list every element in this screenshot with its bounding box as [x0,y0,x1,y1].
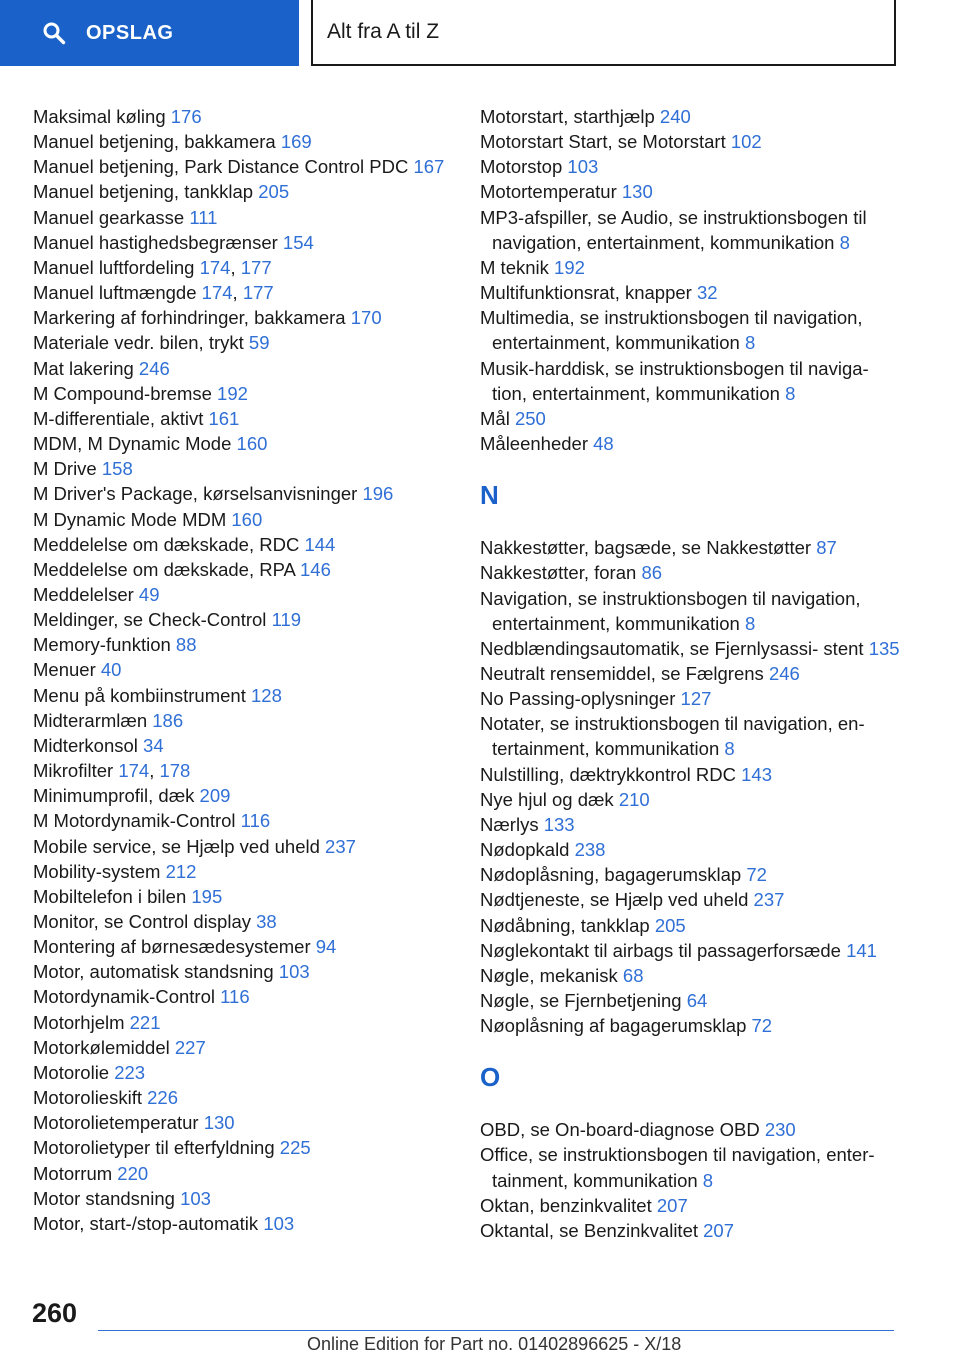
index-entry [480,938,900,963]
index-entry-text: Nødoplåsning, bagagerumsklap [480,864,742,886]
page-reference-link[interactable]: 161 [208,407,240,429]
index-entry [480,129,900,154]
index-entry-text: M Dynamic Mode MDM [33,508,227,530]
index-entry [480,887,900,912]
index-entry-text: Manuel luftfordeling [33,256,195,278]
index-entry-text: Manuel hastighedsbegrænser [33,231,278,253]
index-entry-text: Manuel luftmængde [33,282,197,304]
page-reference-link[interactable]: 177 [242,282,274,304]
page-reference-link[interactable]: 160 [231,508,263,530]
index-entry-text: Mål [480,407,510,429]
index-entry-text: OBD, se On-board-diagnose OBD [480,1119,760,1141]
index-entry-text: Nulstilling, dæktrykkontrol RDC [480,763,736,785]
index-entry-text: Neutralt rensemiddel, se Fælgrens [480,662,764,684]
page-reference-link[interactable]: 195 [191,885,223,907]
page-reference-link[interactable]: 49 [138,583,160,605]
index-entry [33,305,463,330]
index-entry [480,154,900,179]
index-entry-text: Nye hjul og dæk [480,788,614,810]
index-entry [33,179,463,204]
page-reference-link[interactable]: 186 [152,709,184,731]
index-entry-text: Motor standsning [33,1187,175,1209]
page-reference-link[interactable]: 158 [101,458,133,480]
index-entry-text: M Driver's Package, kørselsanvisninger [33,483,358,505]
page-reference-link[interactable]: 178 [159,760,191,782]
index-entry-text: Midterkonsol [33,734,138,756]
index-entry-text: Montering af børnesædesystemer [33,936,311,958]
page-reference-link[interactable]: 174 [201,282,233,304]
index-entry-text: M Drive [33,458,97,480]
index-entry-text: Midterarmlæn [33,709,148,731]
index-entry-text: Markering af forhindringer, bakkamera [33,307,346,329]
index-entry [480,1142,900,1192]
index-entry [480,636,900,661]
index-entry-text: Navigation, se instruktionsbogen til navigation, entertainment, kommunikation [480,587,861,634]
index-entry [33,1110,463,1135]
page-reference-link[interactable]: 103 [567,156,599,178]
page-reference-link[interactable]: 127 [680,688,712,710]
index-column-right [480,104,900,1243]
search-tab[interactable] [0,0,299,66]
page-reference-link[interactable]: 94 [315,936,337,958]
index-entry-text: Motorstop [480,156,563,178]
page-reference-link[interactable]: 40 [100,659,122,681]
index-entry-text: Motorolie [33,1061,110,1083]
footer-edition: Online Edition for Part no. 01402896625 - X/18 [307,1334,682,1354]
index-entry [33,330,463,355]
index-entry [480,812,900,837]
page-reference-link[interactable]: 8 [744,612,756,634]
index-entry [480,280,900,305]
index-entry [33,708,463,733]
index-entry-text: Mikrofilter [33,760,114,782]
page-reference-link[interactable]: 59 [248,332,270,354]
index-entry [33,356,463,381]
index-entry [33,456,463,481]
index-entry [480,1193,900,1218]
index-letter-heading: O [480,1062,501,1093]
page-reference-link[interactable]: 225 [279,1137,311,1159]
page-reference-link[interactable]: 143 [741,763,772,785]
index-entry [33,205,463,230]
page-reference-link[interactable]: 119 [271,609,302,631]
index-entry [33,1211,463,1236]
page-reference-link[interactable]: 246 [768,662,800,684]
page-reference-link[interactable]: 154 [282,231,314,253]
index-entry [33,859,463,884]
page-reference-link[interactable]: 144 [304,533,336,555]
page-reference-link[interactable]: 141 [846,939,877,961]
page-reference-link[interactable]: 174 [199,256,231,278]
index-entry [480,255,900,280]
index-entry [480,535,900,560]
index-entry [33,959,463,984]
index-entry [33,431,463,456]
page-reference-link[interactable]: 246 [138,357,170,379]
section-title-box [311,0,896,66]
index-entry [33,582,463,607]
page-reference-link[interactable]: 226 [147,1087,178,1109]
page-reference-link[interactable]: 68 [622,964,644,986]
page-reference-link[interactable]: 205 [258,181,290,203]
index-entry [33,657,463,682]
index-entry-text: Manuel betjening, Park Distance Control PDC [33,156,409,178]
page-reference-link[interactable]: 103 [278,961,310,983]
footer-divider [98,1330,894,1331]
index-entry-text: Nedblændingsautomatik, se Fjernlysassi‐ stent [480,637,864,659]
page-reference-link[interactable]: 64 [686,990,708,1011]
page-reference-link[interactable]: 8 [785,382,796,404]
index-entry [480,762,900,787]
index-entry [480,1117,900,1142]
page-reference-link[interactable]: 192 [554,256,585,278]
index-entry-text: Motorstart, starthjælp [480,106,655,127]
page-reference-link[interactable]: 116 [240,810,271,832]
index-entry-text: Monitor, se Control display [33,911,251,932]
page-reference-link[interactable]: 209 [199,785,231,807]
page-reference-link[interactable]: 72 [746,864,767,886]
index-entry [480,787,900,812]
index-entry [33,909,463,934]
index-entry-text: Mobiltelefon i bilen [33,885,187,907]
index-entry-text: Memory-funktion [33,634,171,656]
index-entry [480,862,900,887]
search-icon [42,21,66,45]
page-reference-link[interactable]: 146 [300,558,331,580]
index-entry-text: Menuer [33,659,96,681]
page-reference-link[interactable]: 230 [764,1119,796,1141]
page-reference-link[interactable]: 8 [702,1169,714,1191]
index-entry-text: M teknik [480,256,549,278]
index-entry-text: MP3-afspiller, se Audio, se instruktionsbogen til navigation, entertainment, kommunikation [480,206,867,253]
index-entry [480,913,900,938]
index-entry-text: M Compound-bremse [33,382,212,404]
index-entry-text: Nødtjeneste, se Hjælp ved uheld [480,889,749,911]
index-column-left [33,104,463,1236]
index-entry-text: Motor, start-/stop-automatik [33,1212,259,1234]
index-entry-text: Nøgle, se Fjernbetjening [480,990,682,1011]
page-reference-link[interactable]: 205 [654,914,686,936]
index-entry-text: Motorkølemiddel [33,1036,170,1058]
index-entry-text: Oktantal, se Benzinkvalitet [480,1219,698,1241]
index-entry-text: Motorolieskift [33,1087,142,1109]
index-entry-text: Motorhjelm [33,1011,125,1033]
page-reference-link[interactable]: 135 [868,637,900,659]
search-tab-label: OPSLAG [86,21,174,44]
index-entry [33,1161,463,1186]
index-entry [480,205,900,255]
index-entry [480,560,900,585]
index-entry [480,406,900,431]
index-entry [480,356,900,406]
page-reference-link[interactable]: 130 [203,1112,235,1134]
index-entry-text: Materiale vedr. bilen, trykt [33,332,244,354]
index-entry [33,1186,463,1211]
index-entry-text: Måleenheder [480,433,588,455]
index-entry-text: Manuel gearkasse [33,206,185,228]
page-reference-link[interactable]: 223 [114,1061,146,1083]
index-entry: Mikrofilter 174, 178 [33,760,191,782]
page-reference-link[interactable]: 87 [816,537,837,559]
index-entry-text: Mobile service, se Hjælp ved uheld [33,835,320,857]
index-entry [33,632,463,657]
index-entry [480,1218,900,1243]
index-entry [33,783,463,808]
index-entry-text: Motorstart Start, se Motorstart [480,131,726,153]
page-reference-link[interactable]: 174 [118,760,150,782]
page-reference-link[interactable]: 250 [514,407,546,429]
page-reference-link[interactable]: 240 [659,106,691,127]
index-entry [480,1013,900,1038]
index-entry [480,305,900,355]
index-entry-text: Notater, se instruktionsbogen til navigation, en‐ tertainment, kommunikation [480,713,865,760]
index-entry [33,1010,463,1035]
index-entry [480,686,900,711]
page-reference-link[interactable]: 227 [174,1036,206,1058]
index-entry-text: Motorolietemperatur [33,1112,199,1134]
page-reference-link[interactable]: 34 [143,734,164,756]
page-reference-link[interactable]: 176 [170,106,202,127]
index-entry [480,431,900,456]
header [0,0,960,66]
index-entry-text: Motor, automatisk standsning [33,961,274,983]
page-reference-link[interactable]: 130 [621,181,653,203]
index-entry: Manuel luftmængde 174, 177 [33,282,274,304]
page-reference-link[interactable]: 221 [129,1011,161,1033]
index-entry-text: Meddelelse om dækskade, RPA [33,558,295,580]
page-reference-link[interactable]: 116 [220,986,250,1008]
index-entry [33,1035,463,1060]
index-entry-text: Maksimal køling [33,106,166,127]
index-entry-text: Motordynamik-Control [33,986,215,1008]
page-reference-link[interactable]: 38 [256,911,277,932]
index-entry-text: Meddelelser [33,583,134,605]
index-entry-text: Nøoplåsning af bagagerumsklap [480,1015,747,1037]
page-reference-link[interactable]: 72 [751,1015,773,1037]
index-letter-heading: N [480,480,499,511]
index-entry [33,532,463,557]
index-entry-text: Nødopkald [480,839,570,861]
index-entry [33,808,463,833]
index-entry-text: Nakkestøtter, foran [480,562,637,584]
index-entry [480,179,900,204]
index-entry [33,104,463,129]
page-reference-link[interactable]: 8 [839,231,850,253]
page-reference-link[interactable]: 196 [362,483,394,505]
index-entry [33,381,463,406]
index-entry-text: Nærlys [480,813,539,835]
index-entry-text: Oktan, benzinkvalitet [480,1194,652,1216]
index-entry [33,129,463,154]
index-entry [33,1085,463,1110]
index-entry [33,683,463,708]
index-entry [480,586,900,636]
index-entry-text: Manuel betjening, bakkamera [33,131,276,153]
index-entry-text: Motortemperatur [480,181,617,203]
page-number: 260 [32,1298,78,1328]
page-reference-link[interactable]: 169 [280,131,312,153]
section-title: Alt fra A til Z [327,20,440,43]
page-reference-link[interactable]: 8 [744,332,756,354]
index-entry [33,884,463,909]
index-entry [33,834,463,859]
index-entry [33,481,463,506]
index-entry-text: Menu på kombiinstrument [33,684,246,706]
page-reference-link[interactable]: 212 [165,860,197,882]
index-entry [33,1135,463,1160]
page-reference-link[interactable]: 102 [730,131,762,153]
index-entry [480,711,900,761]
page-reference-link[interactable]: 237 [325,835,356,857]
index-entry [33,934,463,959]
page-reference-link[interactable]: 220 [117,1162,149,1184]
index-entry-text: Manuel betjening, tankklap [33,181,254,203]
page-reference-link[interactable]: 207 [703,1219,735,1241]
index-entry [33,1060,463,1085]
index-entry-text: Motorrum [33,1162,113,1184]
page-reference-link[interactable]: 210 [618,788,650,810]
index-entry-text: Minimumprofil, dæk [33,785,195,807]
index-entry-text: M Motordynamik-Control [33,810,236,832]
index-entry [33,230,463,255]
page-reference-link[interactable]: 133 [543,813,575,835]
page-reference-link[interactable]: 170 [350,307,382,329]
index-entry-text: Meldinger, se Check-Control [33,609,267,631]
page-reference-link[interactable]: 207 [656,1194,688,1216]
index-entry [33,984,463,1009]
index-entry [33,557,463,582]
index-entry-text: Nakkestøtter, bagsæde, se Nakkestøtter [480,537,812,559]
page-reference-link[interactable]: 111 [189,206,218,228]
page-reference-link[interactable]: 237 [753,889,785,911]
page-reference-link[interactable]: 160 [236,433,268,455]
index-entry-text: Mobility-system [33,860,161,882]
page-reference-link[interactable]: 167 [413,156,445,178]
index-entry [33,733,463,758]
index-entry-text: Meddelelse om dækskade, RDC [33,533,300,555]
index-entry-text: Motorolietyper til efterfyldning [33,1137,275,1159]
index-entry [33,154,463,179]
index-entry-text: Multifunktionsrat, knapper [480,282,692,304]
page-reference-link[interactable]: 88 [175,634,197,656]
page-reference-link[interactable]: 32 [696,282,718,304]
index-entry-text: Nøgle, mekanisk [480,964,618,986]
page-reference-link[interactable]: 103 [263,1212,295,1234]
page-reference-link[interactable]: 103 [180,1187,211,1209]
index-entry-text: Nøglekontakt til airbags til passagerforsæde [480,939,841,961]
page-reference-link[interactable]: 48 [593,433,614,455]
page-reference-link[interactable]: 86 [641,562,663,584]
page-reference-link[interactable]: 128 [251,684,282,706]
index-entry [33,607,463,632]
index-entry [480,104,900,129]
page-reference-link[interactable]: 192 [217,382,248,404]
index-entry-text: M-differentiale, aktivt [33,407,204,429]
index-entry [480,837,900,862]
index-entry-text: Musik-harddisk, se instruktionsbogen til naviga‐ tion, entertainment, kommunikation [480,357,869,404]
index-entry-text: MDM, M Dynamic Mode [33,433,232,455]
index-entry [480,988,900,1013]
index-entry [480,963,900,988]
page-reference-link[interactable]: 238 [574,839,606,861]
index-entry-text: Mat lakering [33,357,134,379]
index-entry [480,661,900,686]
index-entry-text: No Passing-oplysninger [480,688,676,710]
index-entry [33,507,463,532]
index-entry [33,406,463,431]
index-entry: Manuel luftfordeling 174, 177 [33,256,272,278]
page-reference-link[interactable]: 8 [724,738,735,760]
index-entry-text: Multimedia, se instruktionsbogen til navigation, entertainment, kommunikation [480,307,863,354]
index-entry-text: Office, se instruktionsbogen til navigation, enter‐ tainment, kommunikation [480,1144,875,1191]
index-entry-text: Nødåbning, tankklap [480,914,650,936]
page-reference-link[interactable]: 177 [240,256,272,278]
